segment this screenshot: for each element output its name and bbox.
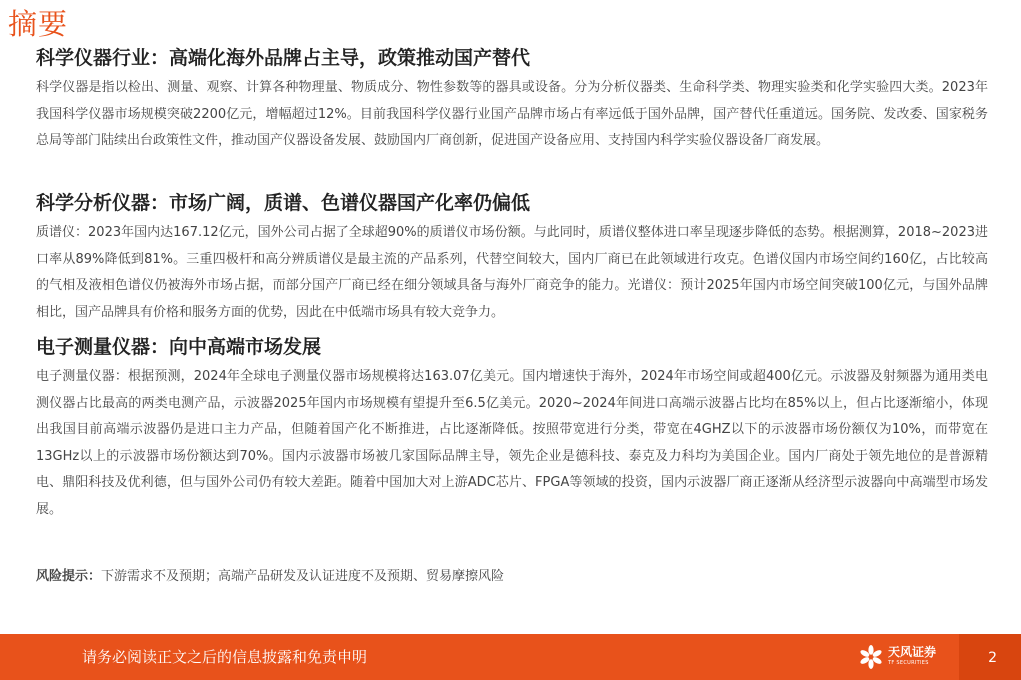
section-heading: 电子测量仪器：向中高端市场发展: [36, 336, 322, 358]
risk-text: 下游需求不及预期；高端产品研发及认证进度不及预期、贸易摩擦风险: [101, 569, 505, 584]
risk-warning: [36, 566, 988, 588]
section-heading: 科学仪器行业：高端化海外品牌占主导，政策推动国产替代: [36, 47, 531, 69]
logo-subtext: TF SECURITIES: [888, 660, 929, 666]
disclaimer-link[interactable]: 请务必阅读正文之后的信息披露和免责申明: [82, 648, 368, 666]
section-body: 质谱仪：2023年国内达167.12亿元，国外公司占据了全球超90%的质谱仪市场份额。与此同时，质谱仪整体进口率呈现逐步降低的态势。根据测算，2018~2023进口率从89%降低到81%。三重四极杆和高分辨质谱仪是最主流的产品系列，代替空间较大，国内厂商已在此领域进行攻克。色谱仪国内市场空间约160亿，占比较高的气相及液相色谱仪仍被海外市场占据，而部分国产厂商已经在细分领域具备与海外厂商竞争的能力。光谱仪：预计2025年国内市场空间突破100亿元，与国外品牌相比，国产品牌具有价格和服务方面的优势，因此在中低端市场具有较大竞争力。: [36, 225, 988, 320]
footer-bar: [0, 634, 1021, 680]
section-scientific-instruments: [36, 45, 988, 155]
risk-label: 风险提示：: [36, 569, 102, 584]
section-electronic-measurement: [36, 334, 988, 523]
section-heading: 科学分析仪器：市场广阔，质谱、色谱仪器国产化率仍偏低: [36, 192, 531, 214]
tf-flower-logo-icon: [858, 644, 884, 670]
section-analytical-instruments: [36, 190, 988, 326]
page-number: 2: [988, 650, 997, 666]
section-body: 电子测量仪器：根据预测，2024年全球电子测量仪器市场规模将达163.07亿美元。国内增速快于海外，2024年市场空间或超400亿元。示波器及射频器为通用类电测仪器占比最高的两类电测产品，示波器2025年国内市场规模有望提升至6.5亿美元。2020~2024年间进口高端示波器占比均在85%以上，但占比逐渐缩小，体现出我国目前高端示波器仍是进口主力产品，但随着国产化不断推进，占比逐渐降低。按照带宽进行分类，带宽在4GHZ以下的示波器市场份额仅为10%，而带宽在13GHz以上的示波器市场份额达到70%。国内示波器市场被几家国际品牌主导，领先企业是德科技、泰克及力科均为美国企业。国内厂商处于领先地位的是普源精电、鼎阳科技及优利德，但与国外公司仍有较大差距。随着中国加大对上游ADC芯片、FPGA等领域的投资，国内示波器厂商正逐渐从经济型示波器向中高端型市场发展。: [36, 369, 988, 517]
section-body: 科学仪器是指以检出、测量、观察、计算各种物理量、物质成分、物性参数等的器具或设备。分为分析仪器类、生命科学类、物理实验类和化学实验四大类。2023年我国科学仪器市场规模突破2200亿元，增幅超过12%。目前我国科学仪器行业国产品牌市场占有率远低于国外品牌，国产替代任重道远。国务院、发改委、国家税务总局等部门陆续出台政策性文件，推动国产仪器设备发展、鼓励国内厂商创新，促进国产设备应用、支持国内科学实验仪器设备厂商发展。: [36, 80, 988, 148]
logo-text: 天风证券: [888, 645, 937, 659]
page-title: 摘要: [8, 7, 69, 41]
company-logo: [858, 642, 948, 672]
